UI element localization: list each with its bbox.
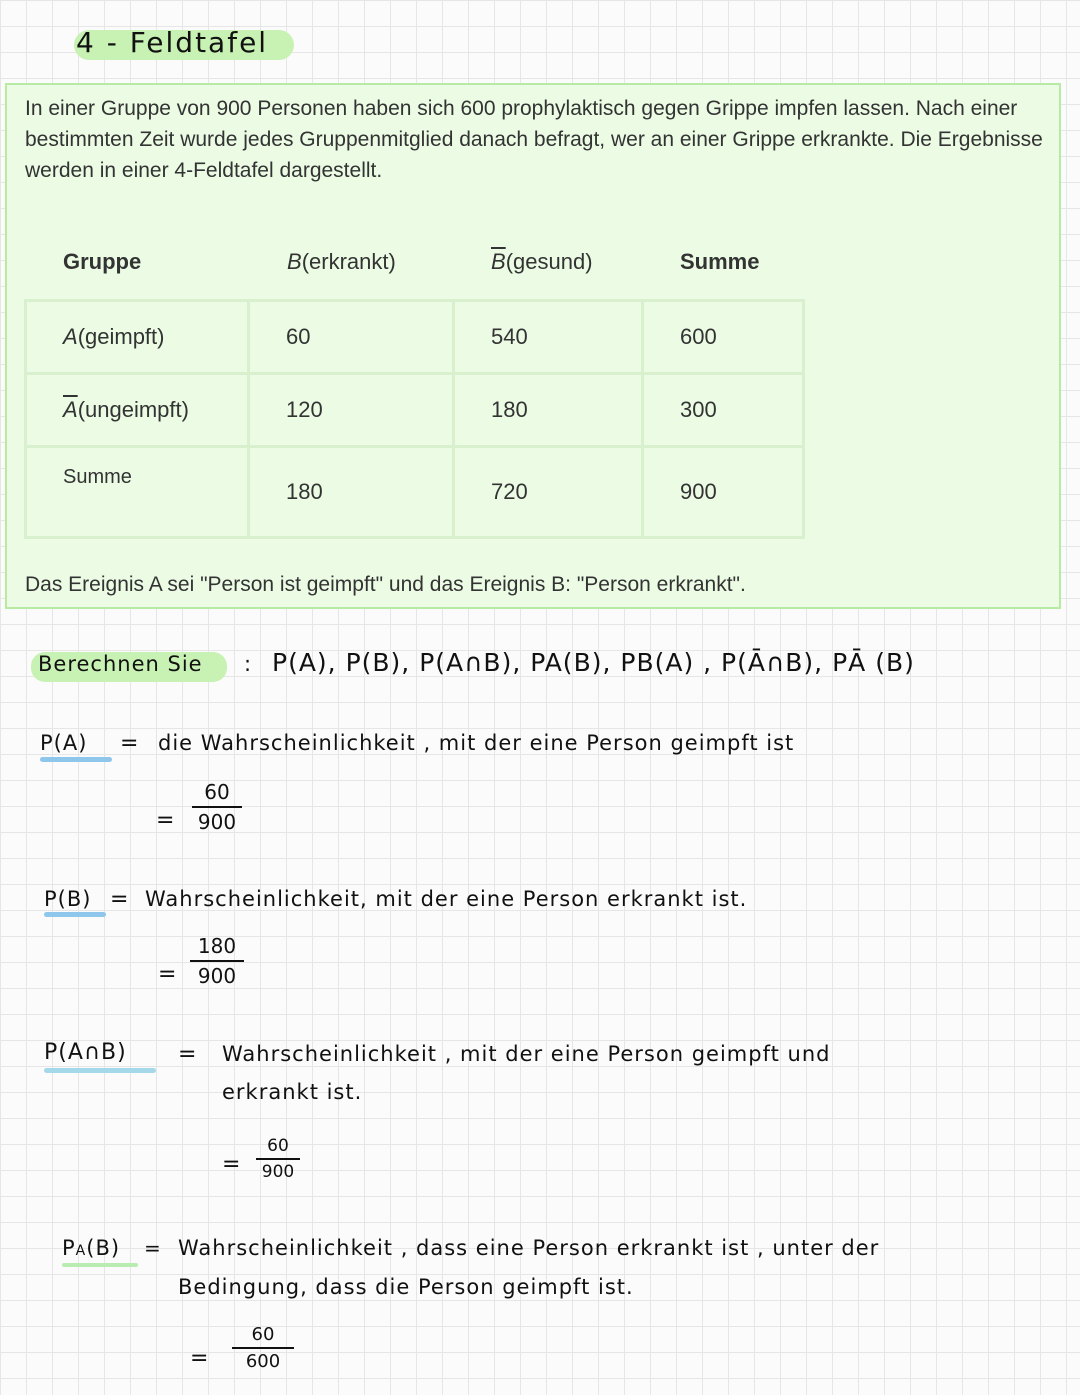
title-block: [72, 26, 268, 59]
pab-frac-equals: =: [222, 1152, 241, 1177]
pa-b-frac-equals: =: [190, 1346, 209, 1371]
table-cell: 900: [643, 447, 804, 538]
table-row: [26, 301, 804, 374]
pa-underline: [40, 757, 112, 762]
table-cell: 600: [643, 301, 804, 374]
four-field-table: [24, 299, 805, 539]
pab-equals: =: [178, 1042, 197, 1067]
row-label-text: (geimpft): [77, 324, 165, 349]
header-b-letter: B: [287, 249, 302, 274]
row-label: [26, 374, 249, 447]
pa-b-lhs-p: P: [62, 1236, 76, 1260]
pb-fraction: [190, 934, 244, 988]
table-cell: 300: [643, 374, 804, 447]
pa-b-text-line1: Wahrscheinlichkeit , dass eine Person erkrankt ist , unter der: [178, 1236, 880, 1260]
table-row: [26, 447, 804, 538]
pa-numerator: 60: [204, 780, 230, 804]
pab-lhs: P(A∩B): [44, 1040, 127, 1065]
pb-numerator: 180: [197, 934, 237, 958]
task-items: P(A), P(B), P(A∩B), PA(B), PB(A) , P(Ā∩B), PĀ (B): [272, 648, 915, 677]
row-label-letter: A: [63, 324, 78, 349]
pa-b-denominator: 600: [245, 1351, 281, 1372]
pa-text: die Wahrscheinlichkeit , mit der eine Person geimpft ist: [158, 731, 795, 755]
pa-denominator: 900: [197, 810, 237, 834]
page-title: 4 - Feldtafel: [76, 26, 269, 59]
pb-equals: =: [110, 887, 129, 912]
row-label-text: Summe: [63, 466, 132, 488]
table-cell: 120: [249, 374, 454, 447]
table-cell: 540: [454, 301, 643, 374]
pab-fraction-bar: [256, 1158, 300, 1160]
table-cell: 180: [454, 374, 643, 447]
pb-fraction-bar: [190, 960, 244, 962]
pa-b-text-line2: Bedingung, dass die Person geimpft ist.: [178, 1275, 634, 1299]
pb-lhs: P(B): [44, 887, 92, 911]
pb-frac-equals: =: [158, 962, 177, 987]
row-label: [26, 447, 249, 538]
task-label: Berechnen Sie: [38, 652, 203, 676]
pa-fraction-bar: [192, 806, 242, 808]
pab-text-line1: Wahrscheinlichkeit , mit der eine Person geimpft und: [222, 1042, 831, 1066]
header-b: [287, 249, 396, 275]
header-summe: Summe: [680, 249, 760, 274]
pab-fraction: [256, 1136, 300, 1182]
pa-b-equals: =: [144, 1236, 161, 1260]
intro-text: In einer Gruppe von 900 Personen haben sich 600 prophylaktisch gegen Grippe impfen lassen. Nach einer bestimmten Zeit wurde jedes Gruppenmitglied danach befragt, wer an einer Grippe erkrankte. Die Ergebnisse werden in einer 4-Feldtafel dargestellt.: [25, 97, 1043, 182]
header-bbar: [491, 249, 593, 275]
table-row: [26, 374, 804, 447]
event-definition: Das Ereignis A sei "Person ist geimpft" und das Ereignis B: "Person erkrankt".: [25, 573, 746, 596]
pab-underline: [44, 1068, 156, 1073]
pa-b-fraction-bar: [232, 1347, 294, 1349]
pa-b-numerator: 60: [251, 1324, 275, 1345]
pab-denominator: 900: [261, 1162, 295, 1182]
table-cell: 60: [249, 301, 454, 374]
pb-denominator: 900: [197, 964, 237, 988]
table-cell: 180: [249, 447, 454, 538]
row-label-letter: $\overline{A}$: [63, 397, 78, 422]
pa-equals: =: [120, 731, 139, 756]
pa-b-fraction: [232, 1324, 294, 1372]
pab-text-line2: erkrankt ist.: [222, 1080, 363, 1104]
pa-lhs: P(A): [40, 731, 88, 755]
pab-numerator: 60: [267, 1136, 289, 1156]
pa-b-underline: [62, 1263, 138, 1267]
pa-b-lhs-rest: (B): [86, 1236, 121, 1260]
pa-fraction: [192, 780, 242, 834]
pb-text: Wahrscheinlichkeit, mit der eine Person erkrankt ist.: [145, 887, 748, 911]
pa-b-lhs-sub: A: [75, 1243, 87, 1259]
table-cell: 720: [454, 447, 643, 538]
row-label: [26, 301, 249, 374]
problem-box: [5, 83, 1061, 609]
task-colon: :: [244, 652, 253, 676]
pa-frac-equals: =: [156, 808, 175, 833]
header-gruppe: Gruppe: [63, 249, 142, 274]
pb-underline: [44, 912, 106, 917]
pa-b-lhs: [62, 1236, 120, 1260]
header-bbar-text: (gesund): [505, 249, 593, 274]
header-b-text: (erkrankt): [301, 249, 396, 274]
row-label-text: (ungeimpft): [77, 397, 189, 422]
header-bbar-letter: $\overline{B}$: [491, 249, 506, 274]
